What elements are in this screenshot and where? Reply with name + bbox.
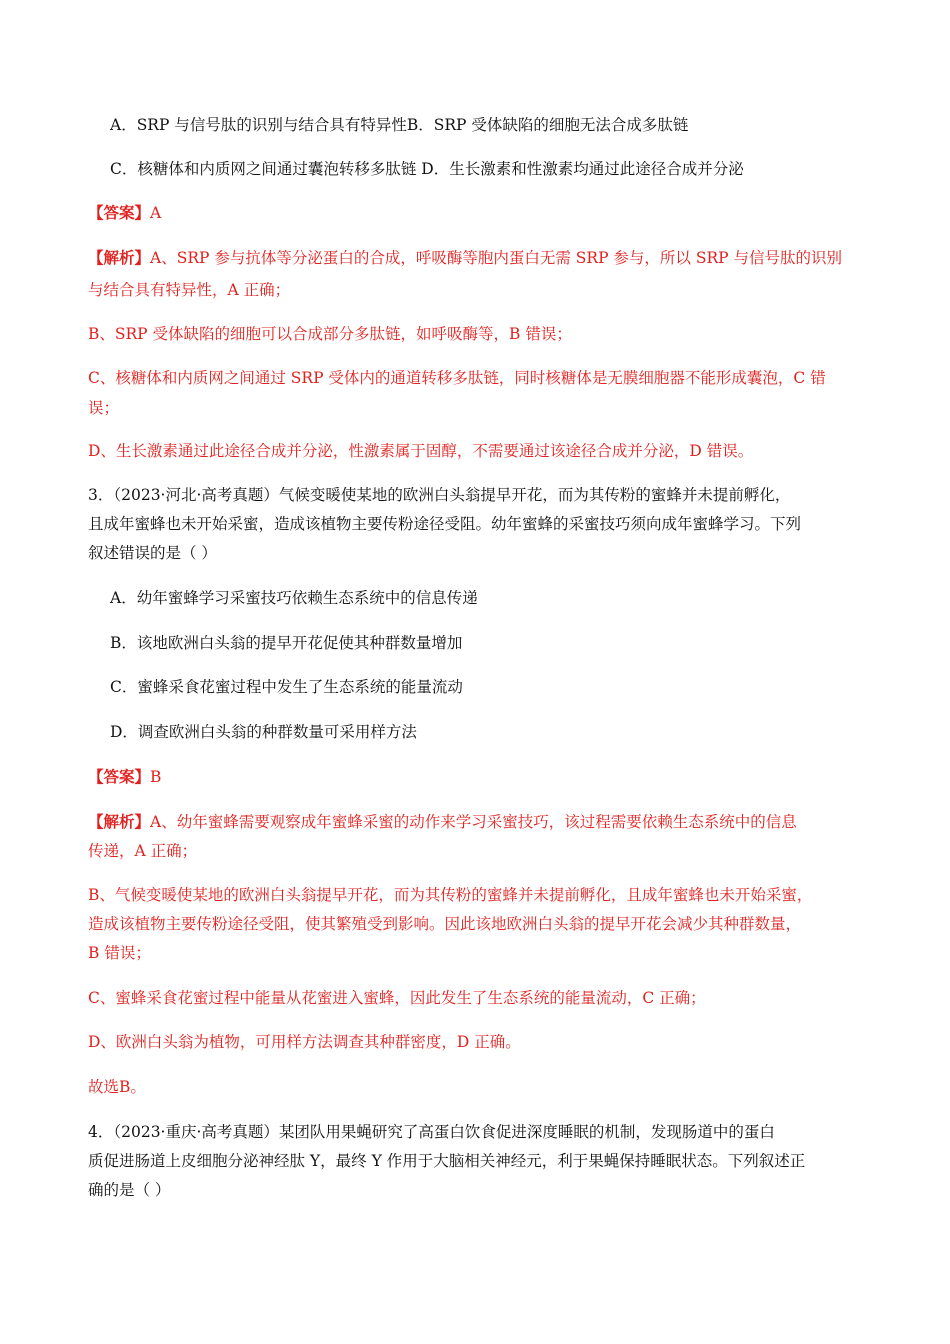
q4-stem-line-2: 质促进肠道上皮细胞分泌神经肽 Y，最终 Y 作用于大脑相关神经元，利于果蝇保持睡眠状态。下列叙述正 [88,1152,806,1170]
q2-option-cd: C．核糖体和内质网之间通过囊泡转移多肽链 D．生长激素和性激素均通过此途径合成并分泌 [110,160,744,178]
q3-stem-line-2: 且成年蜜蜂也未开始采蜜，造成该植物主要传粉途径受阻。幼年蜜蜂的采蜜技巧须向成年蜜蜂学习。下列 [88,515,802,533]
analysis-text: A、SRP 参与抗体等分泌蛋白的合成，呼吸酶等胞内蛋白无需 SRP 参与，所以 SRP 与信号肽的识别 [150,249,843,267]
q4-stem-line-3: 确的是（ ） [88,1181,171,1199]
q3-option-c: C．蜜蜂采食花蜜过程中发生了生态系统的能量流动 [110,678,463,696]
q2-answer [88,203,868,223]
q3-analysis-line-6: C、蜜蜂采食花蜜过程中能量从花蜜进入蜜蜂，因此发生了生态系统的能量流动，C 正确； [88,989,706,1007]
q3-analysis-line-1 [88,812,868,832]
q2-analysis-line-4: C、核糖体和内质网之间通过 SRP 受体内的通道转移多肽链，同时核糖体是无膜细胞器不能形成囊泡，C 错 [88,369,826,387]
q2-analysis-line-6: D、生长激素通过此途径合成并分泌，性激素属于固醇，不需要通过该途径合成并分泌，D 错误。 [88,442,754,460]
q3-option-d: D．调查欧洲白头翁的种群数量可采用样方法 [110,723,417,741]
q3-analysis-line-3: B、气候变暖使某地的欧洲白头翁提早开花，而为其传粉的蜜蜂并未提前孵化，且成年蜜蜂也未开始采蜜， [88,886,813,904]
q3-analysis-line-4: 造成该植物主要传粉途径受阻，使其繁殖受到影响。因此该地欧洲白头翁的提早开花会减少其种群数量， [88,915,802,933]
q3-analysis-line-7: D、欧洲白头翁为植物，可用样方法调查其种群密度，D 正确。 [88,1033,521,1051]
q3-conclusion: 故选B。 [88,1078,146,1096]
analysis-tag: 【解析】 [88,812,151,831]
q2-analysis-line-1 [88,248,868,268]
q2-analysis-line-3: B、SRP 受体缺陷的细胞可以合成部分多肽链，如呼吸酶等，B 错误； [88,325,572,343]
answer-tag: 【答案】 [88,767,151,786]
analysis-tag: 【解析】 [88,248,151,267]
q3-option-a: A．幼年蜜蜂学习采蜜技巧依赖生态系统中的信息传递 [110,589,478,607]
q3-option-b: B．该地欧洲白头翁的提早开花促使其种群数量增加 [110,634,463,652]
q2-analysis-line-5: 误； [88,399,120,417]
q3-analysis-line-5: B 错误； [88,944,151,962]
answer-value: A [150,204,162,222]
q2-option-ab: A．SRP 与信号肽的识别与结合具有特异性B．SRP 受体缺陷的细胞无法合成多肽链 [110,116,689,134]
analysis-text: A、幼年蜜蜂需要观察成年蜜蜂采蜜的动作来学习采蜜技巧，该过程需要依赖生态系统中的信息 [150,813,797,831]
q2-analysis-line-2: 与结合具有特异性，A 正确； [88,281,291,299]
q3-stem-line-3: 叙述错误的是（ ） [88,544,217,562]
q3-analysis-line-2: 传递，A 正确； [88,842,198,860]
q3-stem-line-1: 3．（2023·河北·高考真题）气候变暖使某地的欧洲白头翁提早开花，而为其传粉的蜜蜂并未提前孵化， [88,486,791,504]
answer-tag: 【答案】 [88,203,151,222]
q4-stem-line-1: 4．（2023·重庆·高考真题）某团队用果蝇研究了高蛋白饮食促进深度睡眠的机制，发现肠道中的蛋白 [88,1123,775,1141]
q3-answer [88,767,868,787]
answer-value: B [150,768,162,786]
